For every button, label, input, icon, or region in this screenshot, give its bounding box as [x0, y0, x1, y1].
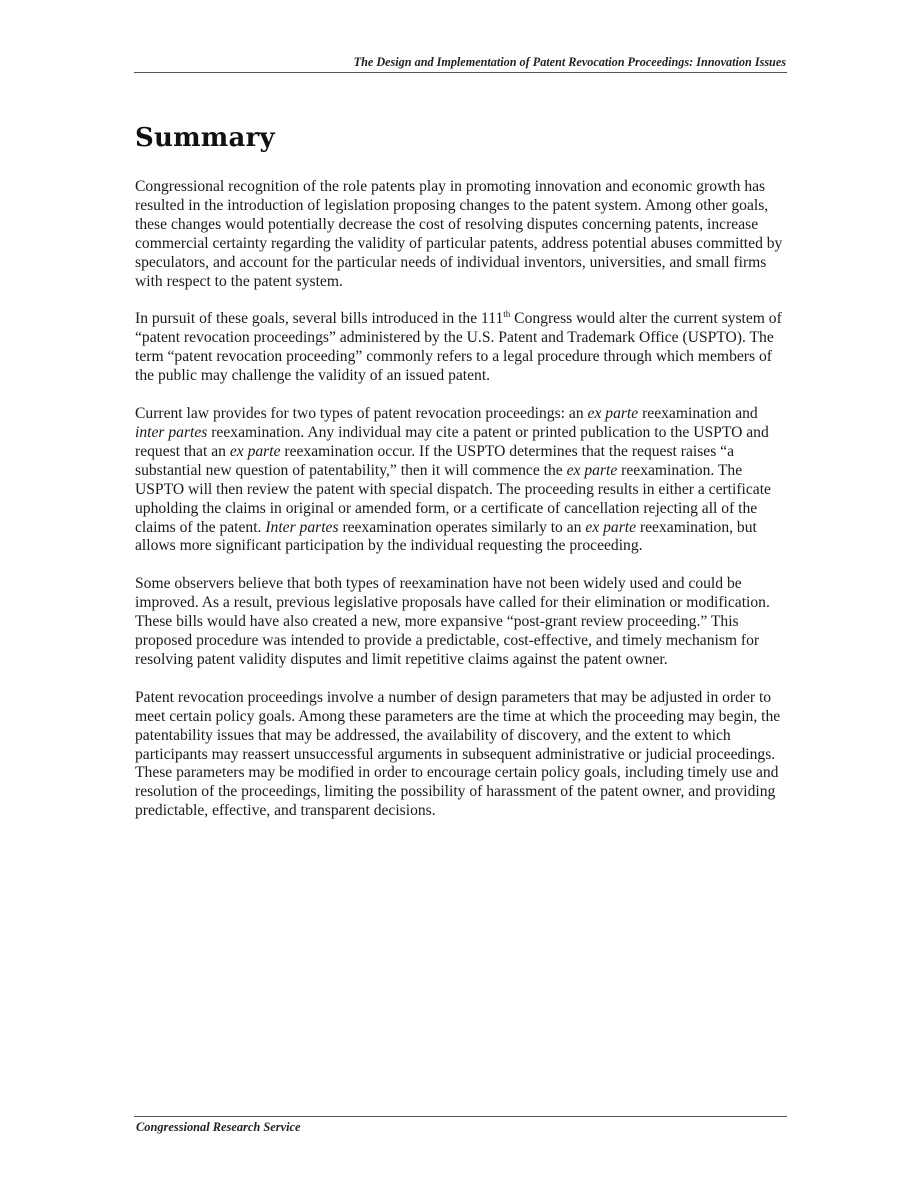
paragraph-3-text-6: reexamination operates similarly to an [338, 518, 586, 536]
paragraph-3-italic-4: ex parte [566, 461, 618, 479]
paragraph-3-text-1: Current law provides for two types of patent revocation proceedings: an [135, 405, 588, 423]
paragraph-2-text-a: In pursuit of these goals, several bills introduced in the 111 [135, 310, 504, 328]
ordinal-superscript: th [503, 309, 511, 320]
paragraph-3-text-7: reexamination, but allows more significant participation by the individual requesting the proceeding. [135, 518, 757, 555]
paragraph-3-italic-6: ex parte [585, 518, 637, 536]
paragraph-3 [135, 405, 787, 556]
page-title: Summary [135, 123, 275, 153]
header-divider [134, 72, 787, 73]
paragraph-4: Some observers believe that both types of reexamination have not been widely used and could be improved. As a result, previous legislative proposals have called for their elimination or modification. These bills would have also created a new, more expansive “post-grant review proceeding.” This proposed procedure was intended to provide a predictable, cost-effective, and timely mechanism for resolving patent validity disputes and limit repetitive claims against the patent owner. [135, 575, 770, 668]
paragraph-3-italic-2: inter partes [135, 423, 208, 441]
paragraph-3-text-5: reexamination. The USPTO will then review the patent with special dispatch. The proceeding results in either a certificate upholding the claims in original or amended form, or a certificate of cancellation rejecting all of the claims of the patent. [135, 461, 771, 536]
summary-body [135, 178, 787, 840]
paragraph-3-text-2: reexamination and [638, 405, 758, 423]
paragraph-3-text-4: reexamination occur. If the USPTO determines that the request raises “a substantial new question of patentability,” then it will commence the [135, 442, 735, 479]
paragraph-3-italic-1: ex parte [587, 405, 639, 423]
paragraph-3-italic-5: Inter partes [265, 518, 339, 536]
running-footer: Congressional Research Service [136, 1120, 301, 1134]
paragraph-1: Congressional recognition of the role patents play in promoting innovation and economic growth has resulted in the introduction of legislation proposing changes to the patent system. Among other goals, these changes would potentially decrease the cost of resolving disputes concerning patents, increase commercial certainty regarding the validity of particular patents, address potential abuses committed by speculators, and account for the particular needs of individual inventors, universities, and small firms with respect to the patent system. [135, 178, 783, 290]
running-header: The Design and Implementation of Patent Revocation Proceedings: Innovation Issues [353, 55, 786, 69]
footer-divider [134, 1116, 787, 1117]
paragraph-5: Patent revocation proceedings involve a number of design parameters that may be adjusted in order to meet certain policy goals. Among these parameters are the time at which the proceeding may begin, the patentability issues that may be addressed, the availability of discovery, and the extent to which participants may reassert unsuccessful arguments in subsequent administrative or judicial proceedings. These parameters may be modified in order to encourage certain policy goals, including timely use and resolution of the proceedings, limiting the possibility of harassment of the patent owner, and providing predictable, effective, and transparent decisions. [135, 688, 781, 820]
paragraph-2 [135, 310, 787, 386]
paragraph-2-text-b: Congress would alter the current system of “patent revocation proceedings” administered by the U.S. Patent and Trademark Office (USPTO). The term “patent revocation proceeding” commonly refers to a legal procedure through which members of the public may challenge the validity of an issued patent. [135, 310, 782, 385]
paragraph-3-italic-3: ex parte [229, 442, 281, 460]
paragraph-3-text-3: reexamination. Any individual may cite a patent or printed publication to the USPTO and request that an [135, 423, 769, 460]
